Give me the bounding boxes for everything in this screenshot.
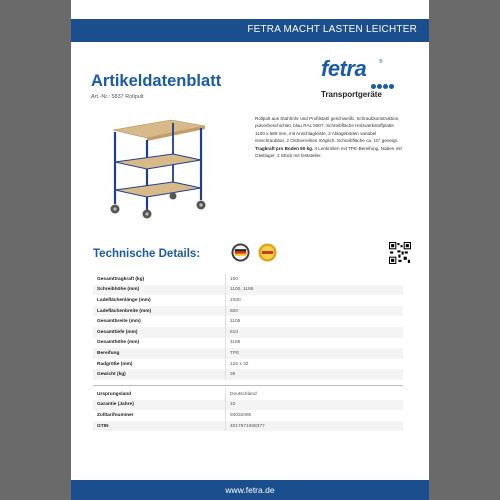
spec-value: 39 [226, 369, 404, 380]
description-text: Rollpult aus Stahlrohr und Profilstahl geschweißt. Schraubkonstruktion, pulverbeschichtet, blau RAL 5007. Schreibfläche Holzwerkstoffplatte 1100 x 589 mm, mit Anschlagleiste, 2 Ablageböden variabel einschraubbar, 2 Ordnerreihen möglich. Schreibfläche ca. 10° geneigt. [255, 116, 400, 144]
slogan: FETRA MACHT LASTEN LEICHTER [247, 24, 417, 35]
table-row [93, 285, 403, 296]
product-description [255, 115, 405, 159]
logo-trademark: ® [379, 59, 383, 65]
warranty-badge-icon [258, 243, 277, 262]
spec-key: Zolltarifnummer [93, 410, 226, 421]
origin-table [93, 389, 403, 431]
table-row [93, 348, 403, 359]
spec-value: 610 [226, 327, 404, 338]
table-row [93, 359, 403, 370]
spec-key: GTIN [93, 421, 226, 432]
spec-value: 100 [230, 276, 239, 282]
spec-key: Bereifung [93, 348, 226, 359]
spec-key: Gesamthöhe (mm) [93, 338, 226, 349]
table-row [93, 410, 403, 421]
spec-key: Garantie (Jahre) [93, 400, 226, 411]
spec-value: 94032080 [230, 412, 252, 418]
description-text-2: 4 Lenkrollen mit TPE-Bereifung, Naben mit Gleitlager. 2 Stück mit feststeller. [255, 145, 402, 159]
qr-code-icon[interactable] [389, 242, 411, 264]
table-row [93, 338, 403, 349]
spec-value: 600 [226, 306, 404, 317]
spec-key: Schreibhöhe (mm) [93, 285, 226, 296]
spec-key: Ladeflächenlänge (mm) [93, 295, 226, 306]
table-row [93, 421, 403, 432]
spec-key: Ladeflächenbreite (mm) [93, 306, 226, 317]
table-row [93, 389, 403, 400]
description-bold: Tragkraft pro Boden 50 kg. [255, 145, 314, 151]
spec-value: 1195 [230, 340, 241, 346]
website-link[interactable]: www.fetra.de [225, 485, 275, 495]
datasheet-page [71, 0, 429, 500]
spec-value: 1105 [230, 319, 241, 325]
bottom-banner [71, 480, 429, 500]
spec-key: Gewicht (kg) [93, 369, 226, 380]
spec-value: 125 x 32 [230, 361, 249, 367]
spec-value: 1100, 1195 [226, 285, 404, 296]
logo-word: fetra [321, 56, 367, 81]
spec-key: Radgröße (mm) [93, 359, 226, 370]
table-row [93, 316, 403, 327]
table-row [93, 306, 403, 317]
specs-table [93, 274, 403, 380]
table-row [93, 369, 403, 380]
article-number: Art.-Nr.: 5837 Rollpult [91, 94, 144, 100]
page-title: Artikeldatenblatt [91, 72, 222, 90]
technical-details-heading: Technische Details: [93, 248, 201, 260]
spec-key: Gesamtbreite (mm) [93, 316, 226, 327]
table-row [93, 295, 403, 306]
spec-key: Gesamttiefe (mm) [93, 327, 226, 338]
spec-value: 1000 [230, 297, 241, 303]
spec-key: Ursprungsland [93, 389, 226, 400]
table-row [93, 400, 403, 411]
table-row [93, 327, 403, 338]
product-image [93, 112, 213, 220]
made-in-germany-badge-icon [231, 243, 250, 262]
spec-value: 4017971658377 [226, 421, 404, 432]
spec-key: Gesamttragkraft (kg) [93, 274, 226, 285]
top-banner [71, 19, 429, 42]
spec-value: 10 [226, 400, 404, 411]
brand-subtitle: Transportgeräte [321, 90, 382, 99]
table-row [93, 274, 403, 285]
spec-value: TPE [226, 348, 404, 359]
table-divider [93, 385, 403, 386]
fetra-logo [321, 56, 401, 86]
spec-value: Deutschland [230, 391, 257, 397]
